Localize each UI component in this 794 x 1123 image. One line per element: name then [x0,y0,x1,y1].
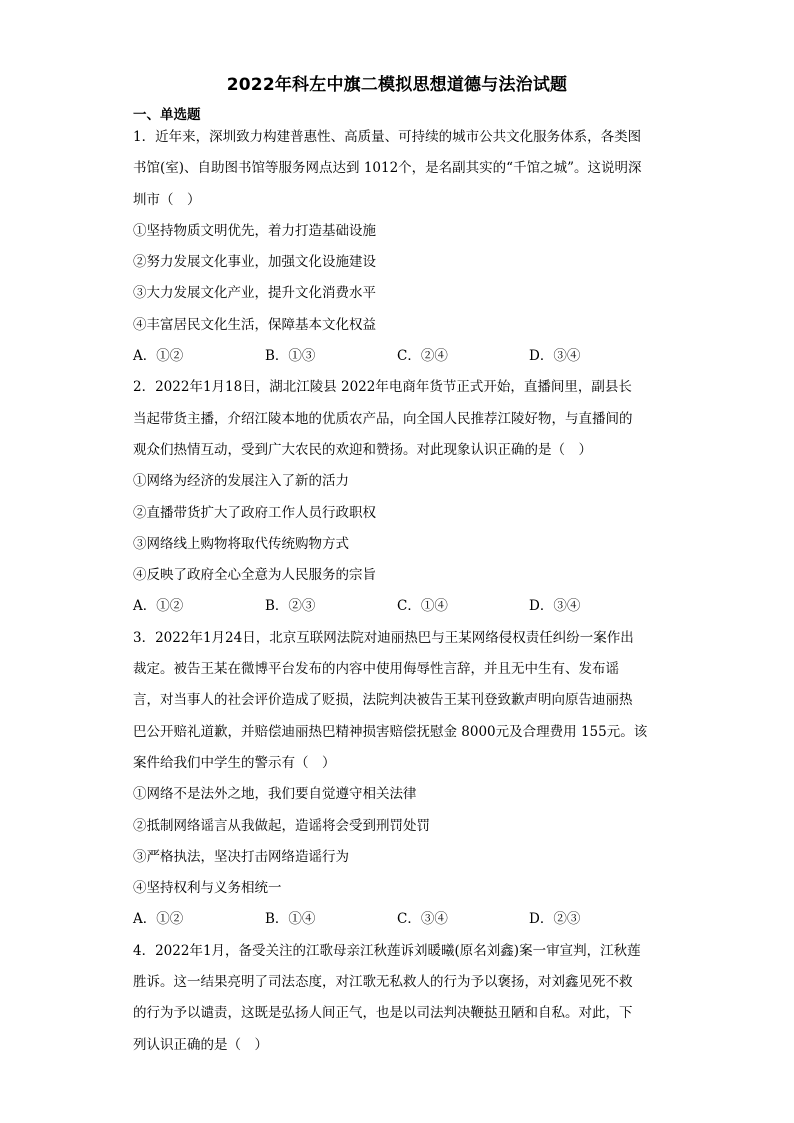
answer-option: D．②③ [529,911,581,928]
question-text-line: 裁定。被告王某在微博平台发布的内容中使用侮辱性言辞，并且无中生有、发布谣 [133,661,619,678]
question-text-line: 胜诉。这一结果亮明了司法态度，对江歌无私救人的行为予以褒扬，对刘鑫见死不救 [133,974,633,991]
statement-line: ③网络线上购物将取代传统购物方式 [133,535,349,552]
answer-option: A．①② [133,911,184,928]
answer-option: B．①③ [265,348,316,365]
answer-options [133,591,661,622]
answer-options [133,341,661,372]
statement-line: ④反映了政府全心全意为人民服务的宗旨 [133,567,376,584]
question-text-line: 4．2022年1月，备受关注的江歌母亲江秋莲诉刘暖曦(原名刘鑫)案一审宣判，江秋莲 [133,942,641,959]
statement-line: ①坚持物质文明优先，着力打造基础设施 [133,222,376,239]
question-3 [133,623,661,936]
question-text-line: 观众们热情互动，受到广大农民的欢迎和赞扬。对此现象认识正确的是（ ） [133,441,592,458]
answer-option: D．③④ [529,348,581,365]
statement-line: 巴公开赔礼道歉，并赔偿迪丽热巴精神损害赔偿抚慰金 8000元及合理费用 155元。该 [133,723,648,740]
question-text-line: 3．2022年1月24日，北京互联网法院对迪丽热巴与王某网络侵权责任纠纷一案作出 [133,629,634,646]
answer-options [133,904,661,935]
statement-line: ②努力发展文化事业，加强文化设施建设 [133,254,376,271]
section-heading: 一、单选题 [133,107,201,123]
question-1 [133,122,661,372]
statement-line: ③大力发展文化产业，提升文化消费水平 [133,285,376,302]
question-4 [133,936,661,1061]
answer-option: C．②④ [397,348,448,365]
answer-option: C．③④ [397,911,448,928]
question-text-line: 的行为予以谴责，这既是弘扬人间正气，也是以司法判决鞭挞丑陋和自私。对此，下 [133,1005,633,1022]
statement-line: ④丰富居民文化生活，保障基本文化权益 [133,316,376,333]
statement-line: ①网络为经济的发展注入了新的活力 [133,473,349,490]
statement-line: ③严格执法，坚决打击网络造谣行为 [133,848,349,865]
answer-option: D．③④ [529,598,581,615]
statement-line: ④坚持权利与义务相统一 [133,880,282,897]
answer-option: C．①④ [397,598,448,615]
page-title: 2022年科左中旗二模拟思想道德与法治试题 [226,75,568,95]
answer-option: A．①② [133,598,184,615]
question-text-line: 当起带货主播，介绍江陵本地的优质农产品，向全国人民推荐江陵好物，与直播间的 [133,410,633,427]
statement-line: ②抵制网络谣言从我做起，造谣将会受到刑罚处罚 [133,817,430,834]
question-text-line: 圳市（ ） [133,191,201,208]
answer-option: B．①④ [265,911,316,928]
question-text-line: 1．近年来，深圳致力构建普惠性、高质量、可持续的城市公共文化服务体系，各类图 [133,129,642,145]
answer-option: B．②③ [265,598,316,615]
question-text-line: 2．2022年1月18日，湖北江陵县 2022年电商年货节正式开始，直播间里，副县长 [133,379,632,396]
statement-line: 案件给我们中学生的警示有（ ） [133,754,336,771]
statement-line: 列认识正确的是（ ） [133,1036,268,1053]
statement-line: ①网络不是法外之地，我们要自觉遵守相关法律 [133,786,417,803]
question-text-line: 书馆(室)、自助图书馆等服务网点达到 1012个，是名副其实的“千馆之城”。这说明深 [133,160,642,177]
question-2 [133,372,661,622]
question-list [133,122,661,1061]
answer-option: A．①② [133,348,184,365]
question-text-line: 言，对当事人的社会评价造成了贬损，法院判决被告王某刊登致歉声明向原告迪丽热 [133,692,633,709]
statement-line: ②直播带货扩大了政府工作人员行政职权 [133,504,376,521]
